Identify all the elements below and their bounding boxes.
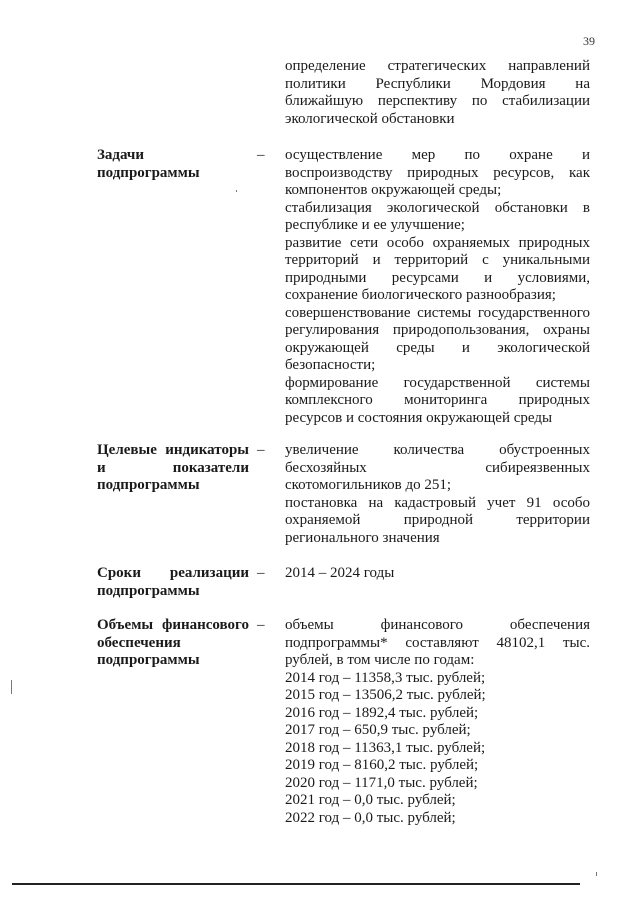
bottom-rule xyxy=(12,883,580,885)
funding-year-line: 2018 год – 11363,1 тыс. рублей; xyxy=(285,739,486,756)
funding-paragraph: объемы финансового обеспечения подпрограммы* составляют 48102,1 тыс. рублей, в том числе по годам: xyxy=(285,617,590,668)
funding-year-line: 2022 год – 0,0 тыс. рублей; xyxy=(285,809,456,826)
row-indicators-label: Целевые индикаторы и показатели подпрограммы xyxy=(97,442,249,493)
row-timeline-content xyxy=(285,565,590,583)
row-tasks-label: Задачи подпрограммы xyxy=(97,147,200,181)
task-paragraph: формирование государственной системы комплексного мониторинга природных ресурсов и состояния окружающей среды xyxy=(285,374,590,426)
row-indicators-content xyxy=(285,442,590,547)
scan-artifact xyxy=(11,680,12,694)
task-paragraph: стабилизация экологической обстановки в республике и ее улучшение; xyxy=(285,199,590,233)
page-number: 39 xyxy=(583,34,595,48)
row-tasks-dash: – xyxy=(257,147,265,163)
row-tasks-content xyxy=(285,147,590,427)
task-paragraph: осуществление мер по охране и воспроизводству природных ресурсов, как компонентов окружающей среды; xyxy=(285,147,590,198)
intro-content xyxy=(285,58,590,128)
funding-year-line: 2021 год – 0,0 тыс. рублей; xyxy=(285,792,456,808)
timeline-paragraph: 2014 – 2024 годы xyxy=(285,565,395,581)
funding-year-line: 2014 год – 11358,3 тыс. рублей; xyxy=(285,669,486,686)
funding-year-line: 2016 год – 1892,4 тыс. рублей; xyxy=(285,704,479,721)
intro-paragraph: определение стратегических направлений политики Республики Мордовия на ближайшую перспективу по стабилизации экологической обстановки xyxy=(285,58,590,127)
row-funding-label: Объемы финансового обеспечения подпрограммы xyxy=(97,617,249,668)
row-indicators-dash: – xyxy=(257,442,265,458)
row-funding-dash: – xyxy=(257,617,265,633)
scan-artifact xyxy=(596,872,597,876)
task-paragraph: развитие сети особо охраняемых природных территорий и территорий с уникальными природными ресурсами и условиями, сохранение биологического разнообразия; xyxy=(285,234,590,303)
funding-year-line: 2015 год – 13506,2 тыс. рублей; xyxy=(285,687,486,703)
row-funding-content xyxy=(285,617,590,827)
funding-year-line: 2020 год – 1171,0 тыс. рублей; xyxy=(285,774,478,791)
indicator-paragraph: увеличение количества обустроенных бесхозяйных сибиреязвенных скотомогильников до 251; xyxy=(285,442,590,493)
funding-year-line: 2019 год – 8160,2 тыс. рублей; xyxy=(285,757,479,773)
task-paragraph: совершенствование системы государственного регулирования природопользования, охраны окружающей среды и экологической безопасности; xyxy=(285,304,590,373)
funding-year-line: 2017 год – 650,9 тыс. рублей; xyxy=(285,722,471,738)
row-timeline-label: Сроки реализации подпрограммы xyxy=(97,565,249,599)
row-timeline-dash: – xyxy=(257,565,265,581)
indicator-paragraph: постановка на кадастровый учет 91 особо охраняемой природной территории регионального значения xyxy=(285,494,590,546)
scan-artifact xyxy=(236,190,237,192)
